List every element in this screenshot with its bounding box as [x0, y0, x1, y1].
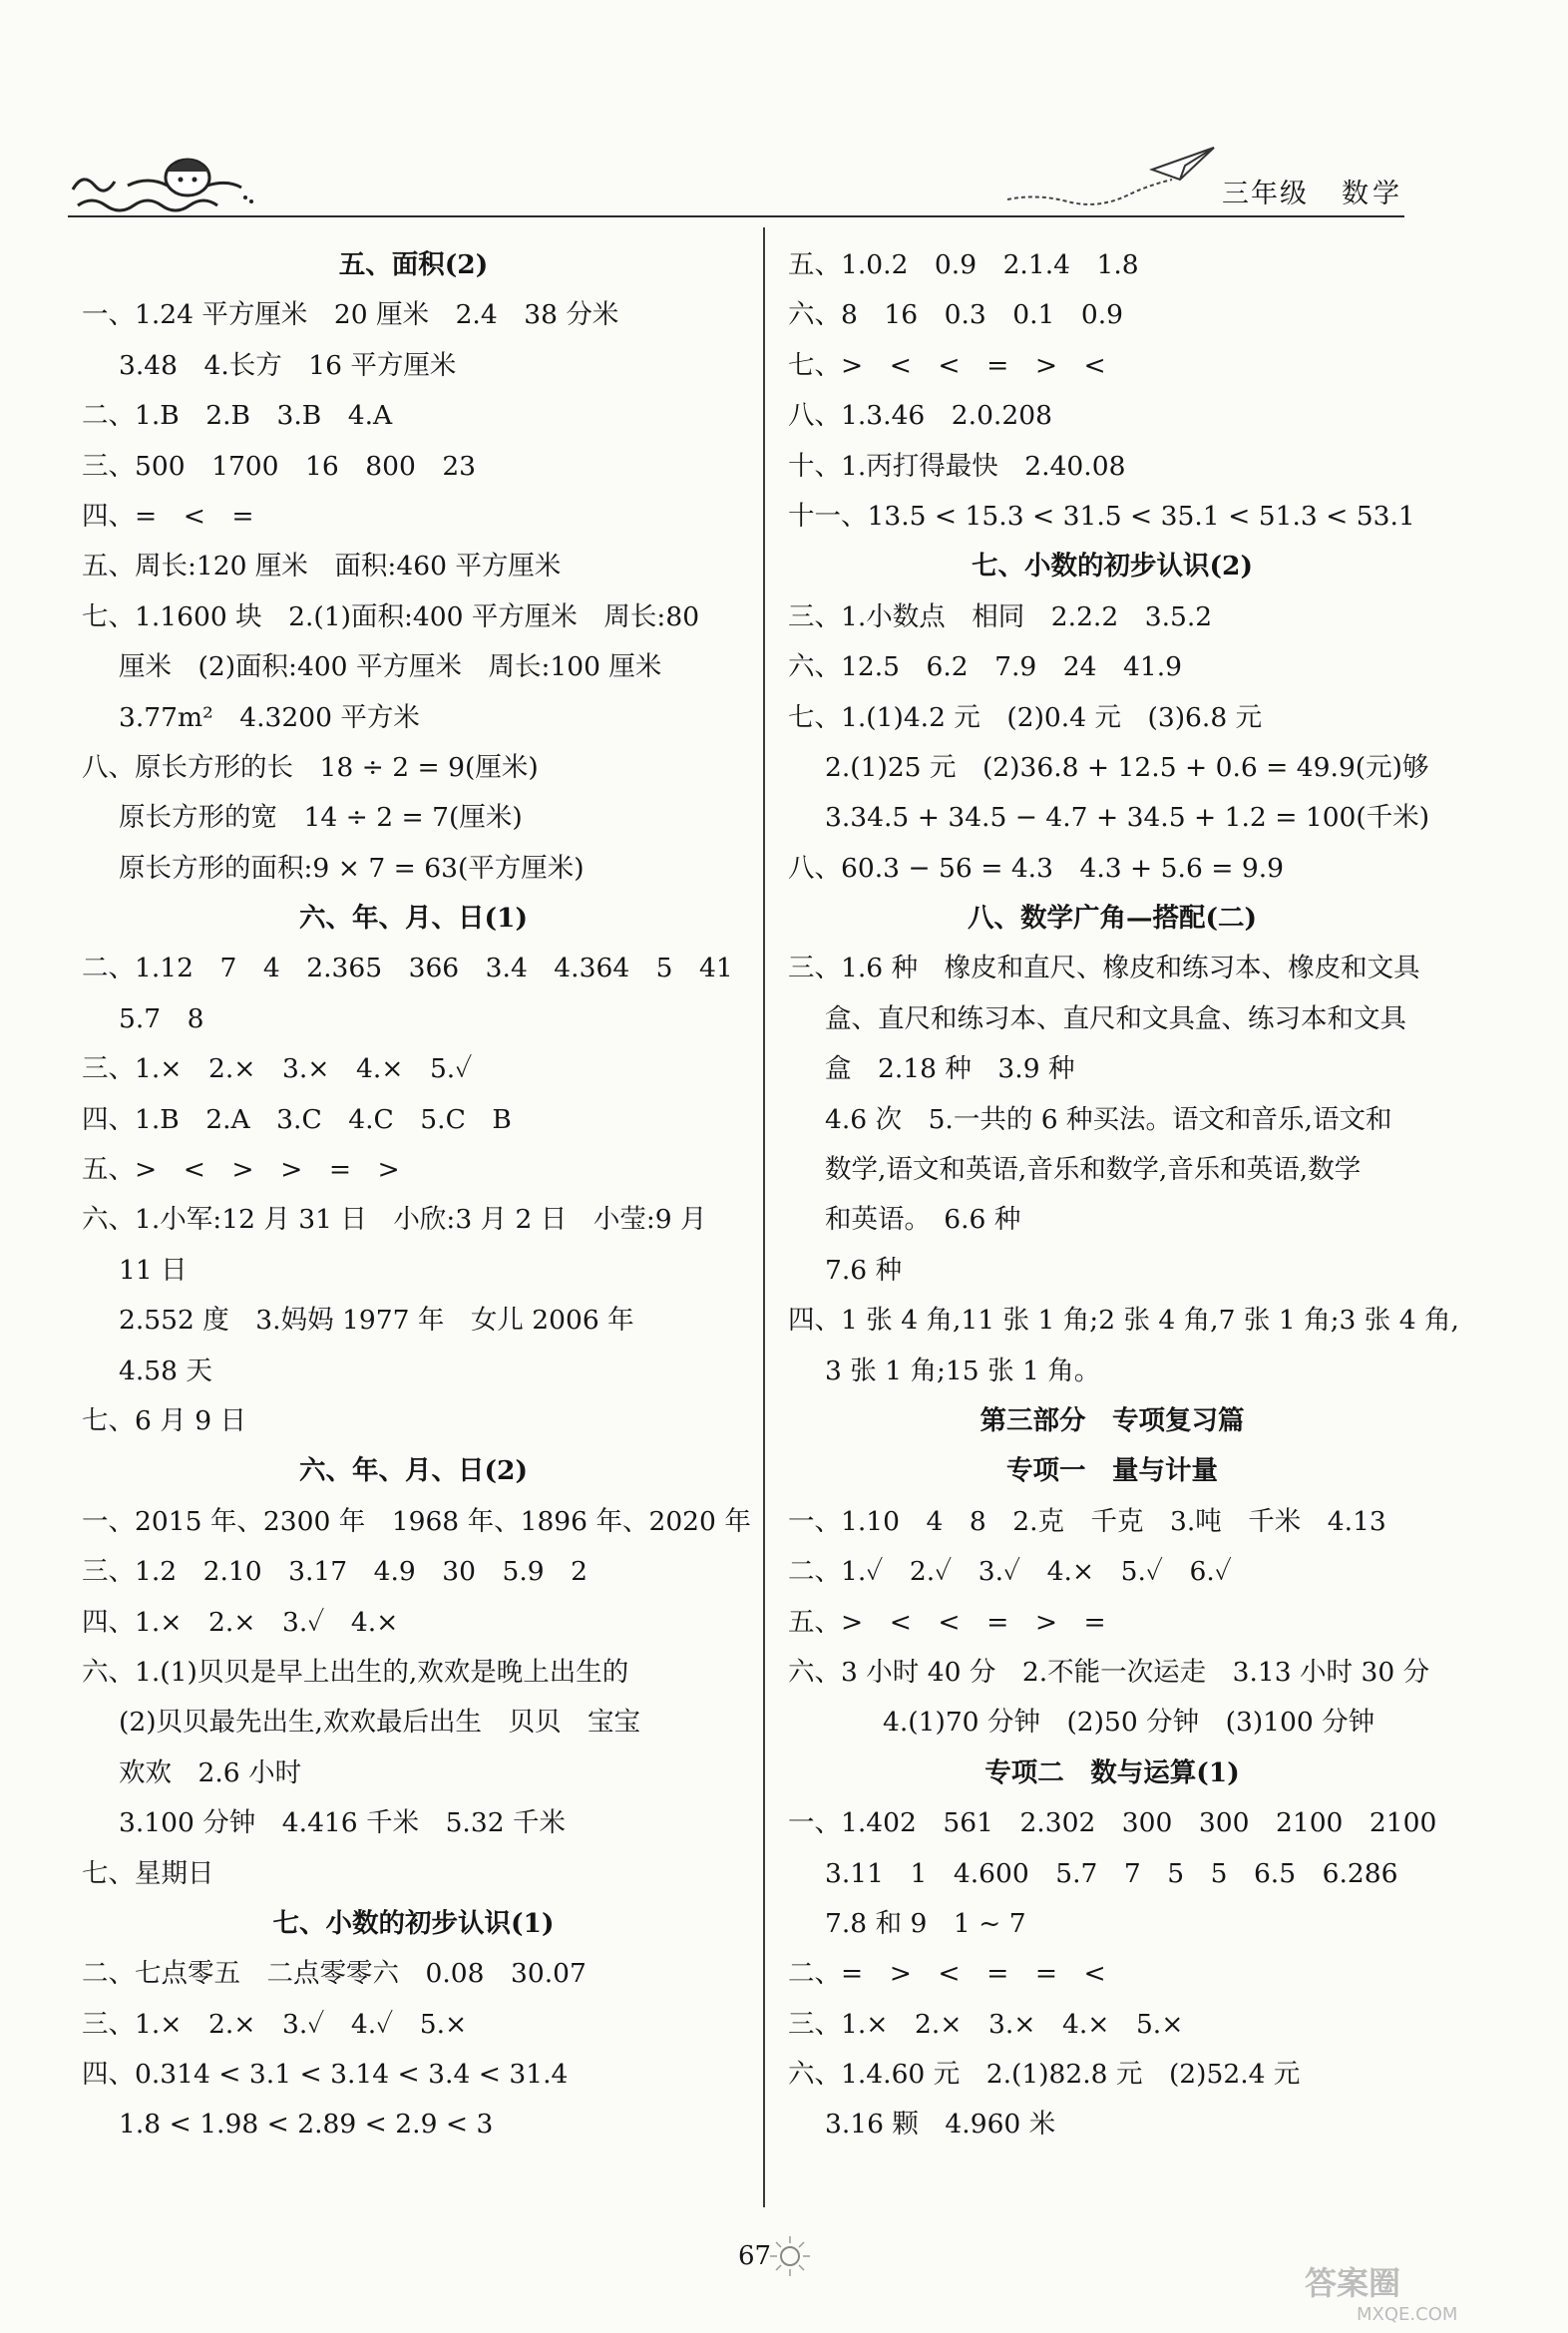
answer-line: 二、= > < = = < [788, 1958, 1106, 1990]
answer-line: 3.77m² 4.3200 平方米 [119, 701, 420, 733]
paper-plane-icon [1002, 140, 1217, 209]
section-heading: 七、小数的初步认识(1) [272, 1907, 555, 1939]
section-heading: 六、年、月、日(1) [298, 903, 528, 935]
answer-line: 3.16 颗 4.960 米 [825, 2109, 1056, 2140]
answer-line: 4.6 次 5.一共的 6 种买法。语文和音乐,语文和 [825, 1103, 1392, 1135]
section-heading: 专项一 量与计量 [1006, 1455, 1218, 1487]
answer-line: 四、1.B 2.A 3.C 4.C 5.C B [82, 1103, 512, 1135]
answer-line: 盒、直尺和练习本、直尺和文具盒、练习本和文具 [825, 1002, 1406, 1034]
answer-line: 7.8 和 9 1 ~ 7 [825, 1907, 1026, 1939]
answer-line: 和英语。 6.6 种 [825, 1204, 1021, 1236]
section-heading: 五、面积(2) [338, 249, 489, 280]
page-header [0, 0, 1568, 229]
answer-line: 原长方形的面积:9 × 7 = 63(平方厘米) [119, 852, 585, 884]
answer-line: 4.58 天 [119, 1355, 212, 1386]
answer-line: 三、1.× 2.× 3.× 4.× 5.✓ [82, 1053, 473, 1085]
answer-line: 四、1.× 2.× 3.✓ 4.× [82, 1606, 399, 1638]
section-heading: 八、数学广角—搭配(二) [967, 903, 1258, 935]
answer-line: 六、1.小军:12 月 31 日 小欣:3 月 2 日 小莹:9 月 [82, 1204, 707, 1236]
answer-line: 四、= < = [82, 500, 254, 532]
sun-ornament-icon [768, 2234, 812, 2278]
answer-line: 三、1.2 2.10 3.17 4.9 30 5.9 2 [82, 1556, 588, 1588]
answer-line: 二、1.✓ 2.✓ 3.✓ 4.× 5.✓ 6.✓ [788, 1556, 1232, 1588]
answer-line: 七、6 月 9 日 [82, 1404, 246, 1436]
answer-line: 三、1.× 2.× 3.✓ 4.✓ 5.× [82, 2008, 468, 2040]
answer-line: 八、1.3.46 2.0.208 [788, 400, 1052, 432]
answer-line: 三、500 1700 16 800 23 [82, 450, 477, 482]
answer-line: 3.48 4.长方 16 平方厘米 [119, 349, 457, 381]
answer-line: 一、2015 年、2300 年 1968 年、1896 年、2020 年 [82, 1505, 751, 1537]
section-heading: 七、小数的初步认识(2) [971, 551, 1253, 583]
answer-line: 一、1.402 561 2.302 300 300 2100 2100 [788, 1807, 1437, 1839]
answer-line: 七、1.1600 块 2.(1)面积:400 平方厘米 周长:80 [82, 600, 700, 632]
answer-line: 欢欢 2.6 小时 [119, 1756, 302, 1788]
answer-line: 五、1.0.2 0.9 2.1.4 1.8 [788, 249, 1139, 280]
right-column [788, 240, 1459, 2150]
watermark-url: MXQE.COM [1357, 2304, 1458, 2325]
answer-line: 三、1.6 种 橡皮和直尺、橡皮和练习本、橡皮和文具 [788, 953, 1420, 984]
answer-line: 四、0.314 < 3.1 < 3.14 < 3.4 < 31.4 [82, 2059, 569, 2091]
answer-line: 二、七点零五 二点零零六 0.08 30.07 [82, 1958, 587, 1990]
watermark-logo [1297, 2256, 1546, 2326]
answer-line: 3 张 1 角;15 张 1 角。 [825, 1355, 1101, 1386]
answer-line: 5.7 8 [119, 1002, 204, 1034]
answer-line: 六、12.5 6.2 7.9 24 41.9 [788, 651, 1183, 683]
answer-line: 3.34.5 + 34.5 − 4.7 + 34.5 + 1.2 = 100(千米) [825, 802, 1430, 834]
swimming-child-icon [68, 150, 257, 215]
watermark-text: 答案圈 [1305, 2264, 1401, 2302]
answer-line: 4.(1)70 分钟 (2)50 分钟 (3)100 分钟 [883, 1707, 1375, 1739]
answer-line: 一、1.10 4 8 2.克 千克 3.吨 千米 4.13 [788, 1505, 1386, 1537]
answer-line: 3.11 1 4.600 5.7 7 5 5 6.5 6.286 [825, 1857, 1398, 1889]
answer-line: 六、1.(1)贝贝是早上出生的,欢欢是晚上出生的 [82, 1656, 629, 1688]
answer-line: 八、60.3 − 56 = 4.3 4.3 + 5.6 = 9.9 [788, 852, 1285, 884]
answer-line: 四、1 张 4 角,11 张 1 角;2 张 4 角,7 张 1 角;3 张 4 角, [788, 1305, 1459, 1337]
answer-line: 八、原长方形的长 18 ÷ 2 = 9(厘米) [82, 751, 539, 783]
answer-line: 11 日 [119, 1254, 188, 1286]
answer-line: 六、8 16 0.3 0.1 0.9 [788, 299, 1124, 331]
answer-line: 二、1.12 7 4 2.365 366 3.4 4.364 5 41 [82, 953, 733, 984]
answer-line: 三、1.× 2.× 3.× 4.× 5.× [788, 2008, 1184, 2040]
answer-line: 三、1.小数点 相同 2.2.2 3.5.2 [788, 600, 1213, 632]
answer-line: 五、> < < = > = [788, 1606, 1106, 1638]
answer-line: 七、> < < = > < [788, 349, 1106, 381]
column-divider [763, 227, 765, 2207]
answer-line: 数学,语文和英语,音乐和数学,音乐和英语,数学 [825, 1154, 1362, 1186]
answer-line: 2.552 度 3.妈妈 1977 年 女儿 2006 年 [119, 1305, 634, 1337]
answer-line: 七、1.(1)4.2 元 (2)0.4 元 (3)6.8 元 [788, 701, 1263, 733]
answer-line: 一、1.24 平方厘米 20 厘米 2.4 38 分米 [82, 299, 619, 331]
section-heading: 六、年、月、日(2) [298, 1455, 528, 1487]
answer-line: 五、> < > > = > [82, 1154, 400, 1186]
answer-line: 2.(1)25 元 (2)36.8 + 12.5 + 0.6 = 49.9(元)够 [825, 751, 1429, 783]
answer-line: 六、3 小时 40 分 2.不能一次运走 3.13 小时 30 分 [788, 1656, 1430, 1688]
answer-line: 十、1.丙打得最快 2.40.08 [788, 450, 1126, 482]
answer-line: 3.100 分钟 4.416 千米 5.32 千米 [119, 1807, 567, 1839]
subject-label: 数学 [1342, 179, 1403, 209]
section-heading: 专项二 数与运算(1) [984, 1756, 1240, 1788]
answer-line: 7.6 种 [825, 1254, 903, 1286]
answer-line: 1.8 < 1.98 < 2.89 < 2.9 < 3 [119, 2109, 494, 2140]
left-column [82, 240, 751, 2150]
answer-line: 十一、13.5 < 15.3 < 31.5 < 35.1 < 51.3 < 53.1 [788, 500, 1415, 532]
answer-line: 五、周长:120 厘米 面积:460 平方厘米 [82, 551, 562, 583]
grade-label: 三年级 [1222, 179, 1309, 209]
answer-line: 七、星期日 [82, 1857, 214, 1889]
answer-line: 厘米 (2)面积:400 平方厘米 周长:100 厘米 [119, 651, 662, 683]
header-rule [68, 215, 1404, 217]
answer-line: 六、1.4.60 元 2.(1)82.8 元 (2)52.4 元 [788, 2059, 1301, 2091]
answer-line: 盒 2.18 种 3.9 种 [825, 1053, 1075, 1085]
answer-line: 二、1.B 2.B 3.B 4.A [82, 400, 393, 432]
answer-line: 原长方形的宽 14 ÷ 2 = 7(厘米) [119, 802, 523, 834]
page-number: 67 [738, 2241, 772, 2271]
section-heading: 第三部分 专项复习篇 [980, 1404, 1245, 1436]
answer-line: (2)贝贝最先出生,欢欢最后出生 贝贝 宝宝 [119, 1707, 640, 1739]
